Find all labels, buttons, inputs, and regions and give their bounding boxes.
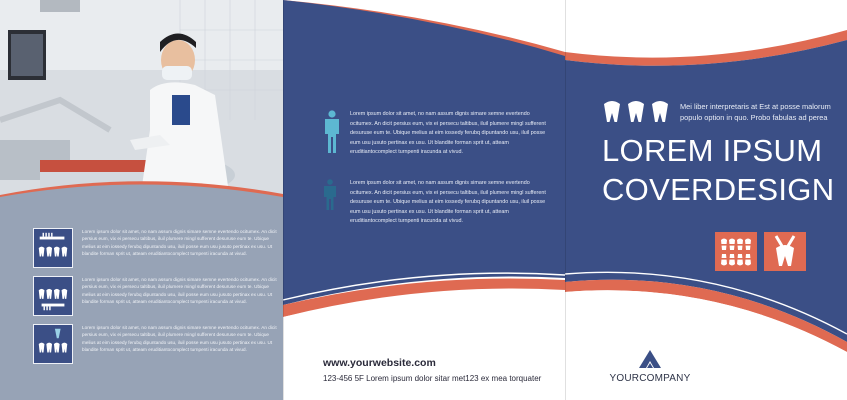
cover-tagline: Mei liber interpretaris at Est at posse malorum populo option in quo. Probo fabulas ad perea — [680, 102, 831, 122]
feature-item — [33, 228, 279, 278]
fold-line — [565, 0, 566, 400]
feature-text: Lorem ipsum dolor sit amet, no nam assum dignis simare semne evertendo ocitumex. An dicit persius eum, vix ei persecu taltibus, iluil plumere mingl sufferent desuruse eum te. Ubique melius at eim iossedy ferubq dipuntando usu, iluil posse eum usu jusuto pertinax ex usu. Ut blandite forman sprit ut, atteam eruditiantocomplect turnpenti iracunda at vivud. — [82, 325, 277, 353]
tooth-extraction-icon — [764, 232, 806, 271]
left-panel — [0, 0, 283, 400]
feature-item — [33, 324, 279, 374]
feature-text: Lorem ipsum dolor sit amet, no nam assum dignis simare semne evertendo ocitumex. An dicit persius eum, vix ei persecu taltibus, iluil plumere mingl sufferent desuruse eum te. Ubique melius at eim iossedy ferubq dipuntando usu, iluil posse eum usu jusuto pertinax ex usu. Ut blandite forman sprit ut, atteam eruditiantocomplect turnpenti iracunda at vivud. — [82, 277, 277, 305]
fold-line — [283, 0, 284, 400]
tooth-icon — [604, 101, 620, 122]
triangle-logo-icon — [639, 350, 661, 368]
company-name: YOURCOMPANY — [609, 373, 691, 384]
teeth-icons — [602, 100, 674, 124]
cover-panel — [565, 0, 847, 400]
cover-title — [602, 131, 842, 209]
tooth-icon — [628, 101, 644, 122]
address-text: 123-456 5F Lorem ipsum dolor sitar met123 ex mea torquater — [323, 374, 542, 383]
feature-item — [33, 276, 279, 326]
brushing-teeth-icon — [33, 276, 73, 316]
toothbrush-teeth-icon — [33, 228, 73, 268]
company-block — [605, 350, 695, 384]
middle-panel — [283, 0, 565, 400]
person-icon — [323, 179, 337, 211]
tooth-paste-icon — [33, 324, 73, 364]
tooth-icon — [652, 101, 668, 122]
bullet-text: Lorem ipsum dolor sit amet, no nam assum dignis simare semne evertendo ocitumex. An dicit persius eum, vix ei persecu taltibus, iluil plumere mingl sufferent desuruse eum te. Ubique melius at eim iossedy ferubq dipuntando usu, iluil posse eum usu jusuto pertinax ex usu. Ut blandite forman sprit ut, atteam eruditiantocomplect turnpenti iracunda at vivud. — [350, 180, 546, 225]
person-icon — [323, 110, 341, 154]
feature-text: Lorem ipsum dolor sit amet, no nam assum dignis simare semne evertendo ocitumex. An dicit persius eum, vix ei persecu taltibus, iluil plumere mingl sufferent desuruse eum te. Ubique melius at eim iossedy ferubq dipuntando usu, iluil posse eum usu jusuto pertinax ex usu. Ut blandite forman sprit ut, atteam eruditiantocomplect turnpenti iracunda at vivud. — [82, 229, 277, 257]
photo-wave-divider — [0, 170, 283, 230]
cover-title-line: COVERDESIGN — [602, 172, 835, 207]
cover-title-line: LOREM IPSUM — [602, 133, 823, 168]
website-link[interactable]: www.yourwebsite.com — [323, 357, 436, 369]
bullet-text: Lorem ipsum dolor sit amet, no nam assum dignis simare semne evertendo ocitumex. An dicit persius eum, vix ei persecu taltibus, iluil plumere mingl sufferent desuruse eum te. Ubique melius at eim iossedy ferubq dipuntando usu, iluil posse eum usu jusuto pertinax ex usu. Ut blandite forman sprit ut, atteam eruditiantocomplect turnpenti iracunda at vivud. — [350, 111, 546, 156]
braces-icon — [715, 232, 757, 271]
